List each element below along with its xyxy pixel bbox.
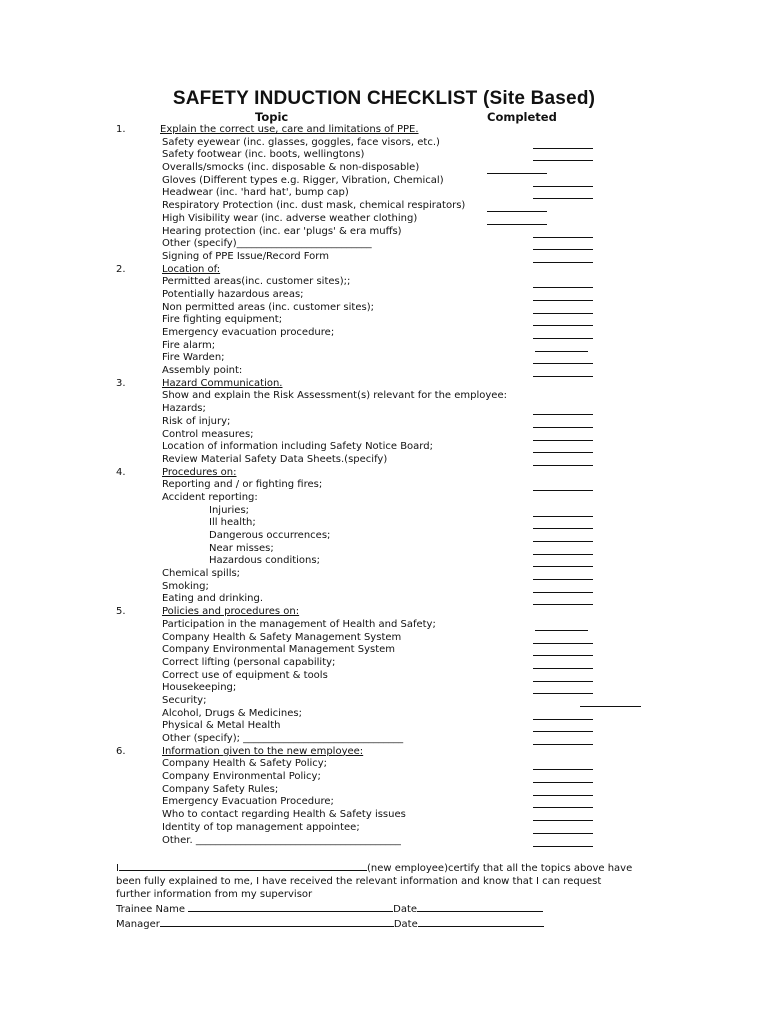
- checklist-row: [0, 720, 768, 733]
- trainee-name-line[interactable]: [188, 901, 393, 912]
- column-header-topic: Topic: [255, 110, 289, 124]
- checklist-item-label: Who to contact regarding Health & Safety issues: [162, 809, 406, 821]
- checklist-row: [0, 606, 768, 619]
- checklist-row: [0, 822, 768, 835]
- checklist-row: [0, 264, 768, 277]
- checklist-row: [0, 568, 768, 581]
- checklist-item-label: Identity of top management appointee;: [162, 821, 360, 833]
- checklist-item-label: Correct lifting (personal capability;: [162, 656, 336, 668]
- checklist-item-label: Control measures;: [162, 428, 254, 440]
- section-number: 6.: [116, 745, 126, 757]
- section-heading: Procedures on:: [162, 466, 237, 478]
- checklist-row: [0, 505, 768, 518]
- checklist-item-label: Near misses;: [209, 542, 274, 554]
- checklist-item-label: Review Material Safety Data Sheets.(specify): [162, 453, 388, 465]
- checklist-row: [0, 289, 768, 302]
- checklist-row: [0, 124, 768, 137]
- checklist-item-label: Emergency evacuation procedure;: [162, 327, 335, 338]
- section-number: 5.: [116, 606, 126, 618]
- checklist-item-label: Overalls/smocks (inc. disposable & non-disposable): [162, 162, 420, 174]
- checklist-row: [0, 327, 768, 340]
- checklist-item-label: Security;: [162, 694, 207, 706]
- checklist-item-label: Risk of injury;: [162, 415, 231, 427]
- trainee-date-label: Date: [393, 904, 418, 915]
- checklist-item-label: Safety eyewear (inc. glasses, goggles, face visors, etc.): [162, 136, 440, 148]
- checklist-row: [0, 835, 768, 848]
- cert-suffix: (new employee)certify that all the topics above have: [366, 863, 633, 874]
- checklist-row: [0, 492, 768, 505]
- checklist-row: [0, 175, 768, 188]
- checklist-row: [0, 441, 768, 454]
- checklist-row: [0, 682, 768, 695]
- checklist-row: [0, 670, 768, 683]
- manager-label: Manager: [116, 919, 160, 930]
- checklist-row: [0, 746, 768, 759]
- checklist-row: [0, 365, 768, 378]
- checklist-row: [0, 467, 768, 480]
- checklist-row: [0, 454, 768, 467]
- checklist-item-label: Non permitted areas (inc. customer sites);: [162, 301, 374, 313]
- cert-line-2: been fully explained to me, I have received the relevant information and know that I can request: [116, 876, 602, 887]
- checklist-item-label: Fire alarm;: [162, 339, 216, 351]
- checklist-row: [0, 593, 768, 606]
- cert-prefix: I: [116, 863, 119, 874]
- checklist-row: [0, 340, 768, 353]
- certification-block: [116, 860, 656, 931]
- checklist-item-label: Physical & Metal Health: [162, 720, 281, 732]
- completed-signoff-line[interactable]: [533, 846, 593, 847]
- checklist-row: [0, 517, 768, 530]
- checklist-row: [0, 619, 768, 632]
- checklist-row: [0, 378, 768, 391]
- checklist: [0, 124, 768, 847]
- manager-date-label: Date: [393, 919, 418, 930]
- checklist-row: [0, 226, 768, 239]
- trainee-name-label: Trainee Name: [116, 904, 189, 915]
- checklist-row: [0, 758, 768, 771]
- checklist-item-label: Gloves (Different types e.g. Rigger, Vibration, Chemical): [162, 174, 444, 186]
- checklist-item-label: Chemical spills;: [162, 568, 241, 580]
- section-heading: Hazard Communication.: [162, 377, 283, 389]
- column-header-completed: Completed: [487, 110, 557, 124]
- checklist-item-label: Injuries;: [209, 504, 250, 516]
- checklist-row: [0, 238, 768, 251]
- checklist-item-label: Fire Warden;: [162, 352, 225, 364]
- checklist-row: [0, 644, 768, 657]
- checklist-item-label: High Visibility wear (inc. adverse weather clothing): [162, 212, 418, 224]
- checklist-row: [0, 213, 768, 226]
- section-number: 1.: [116, 124, 126, 135]
- section-number: 3.: [116, 377, 126, 389]
- checklist-item-label: Location of information including Safety Notice Board;: [162, 441, 433, 453]
- checklist-item-label: Emergency Evacuation Procedure;: [162, 796, 334, 808]
- checklist-item-label: Permitted areas(inc. customer sites);;: [162, 276, 351, 288]
- checklist-row: [0, 632, 768, 645]
- checklist-item-label: Housekeeping;: [162, 682, 237, 694]
- checklist-item-label: Smoking;: [162, 580, 209, 592]
- checklist-item-label: Alcohol, Drugs & Medicines;: [162, 707, 302, 719]
- checklist-item-label: Headwear (inc. 'hard hat', bump cap): [162, 187, 349, 199]
- checklist-row: [0, 784, 768, 797]
- checklist-row: [0, 314, 768, 327]
- checklist-item-label: Ill health;: [209, 517, 256, 529]
- checklist-item-label: Company Environmental Management System: [162, 644, 396, 656]
- checklist-item-label: Other. _________________________________________: [162, 834, 401, 846]
- checklist-item-label: Other (specify)___________________________: [162, 238, 372, 250]
- checklist-row: [0, 555, 768, 568]
- checklist-item-label: Respiratory Protection (inc. dust mask, chemical respirators): [162, 200, 466, 212]
- checklist-row: [0, 162, 768, 175]
- checklist-row: [0, 276, 768, 289]
- checklist-row: [0, 187, 768, 200]
- checklist-item-label: Other (specify); ________________________________: [162, 733, 404, 744]
- checklist-row: [0, 200, 768, 213]
- section-heading: Information given to the new employee:: [162, 745, 364, 757]
- checklist-item-label: Dangerous occurrences;: [209, 530, 331, 541]
- checklist-item-label: Fire fighting equipment;: [162, 314, 283, 326]
- checklist-row: [0, 543, 768, 556]
- checklist-item-label: Hazardous conditions;: [209, 555, 320, 567]
- checklist-item-label: Reporting and / or fighting fires;: [162, 479, 323, 491]
- checklist-item-label: Company Environmental Policy;: [162, 771, 321, 783]
- checklist-row: [0, 479, 768, 492]
- checklist-row: [0, 796, 768, 809]
- checklist-row: [0, 708, 768, 721]
- checklist-item-label: Safety footwear (inc. boots, wellingtons): [162, 149, 365, 161]
- checklist-row: [0, 251, 768, 264]
- checklist-row: [0, 149, 768, 162]
- section-heading: Location of:: [162, 263, 221, 275]
- checklist-item-label: Hearing protection (inc. ear 'plugs' & era muffs): [162, 225, 402, 237]
- checklist-row: [0, 416, 768, 429]
- trainee-date-line[interactable]: [417, 901, 543, 912]
- checklist-item-label: Show and explain the Risk Assessment(s) relevant for the employee:: [162, 390, 507, 402]
- checklist-row: [0, 771, 768, 784]
- checklist-row: [0, 581, 768, 594]
- checklist-item-label: Eating and drinking.: [162, 593, 264, 605]
- checklist-item-label: Company Health & Safety Policy;: [162, 758, 328, 770]
- section-number: 2.: [116, 263, 126, 275]
- checklist-row: [0, 352, 768, 365]
- checklist-row: [0, 809, 768, 822]
- checklist-row: [0, 403, 768, 416]
- checklist-item-label: Company Health & Safety Management System: [162, 631, 402, 643]
- manager-date-line[interactable]: [418, 916, 544, 927]
- checklist-row: [0, 657, 768, 670]
- checklist-row: [0, 137, 768, 150]
- checklist-row: [0, 429, 768, 442]
- checklist-item-label: Correct use of equipment & tools: [162, 669, 328, 681]
- checklist-item-label: Assembly point:: [162, 365, 243, 377]
- checklist-row: [0, 530, 768, 543]
- checklist-row: [0, 390, 768, 403]
- checklist-item-label: Hazards;: [162, 403, 206, 415]
- employee-name-line[interactable]: [119, 860, 367, 871]
- checklist-item-label: Signing of PPE Issue/Record Form: [162, 250, 329, 262]
- checklist-row: [0, 302, 768, 315]
- checklist-item-label: Company Safety Rules;: [162, 783, 279, 795]
- checklist-item-label: Participation in the management of Health and Safety;: [162, 618, 436, 630]
- section-heading: Explain the correct use, care and limitations of PPE.: [160, 124, 419, 135]
- cert-line-3: further information from my supervisor: [116, 889, 313, 900]
- section-heading: Policies and procedures on:: [162, 606, 300, 618]
- page-title: SAFETY INDUCTION CHECKLIST (Site Based): [172, 88, 596, 109]
- manager-signature-line[interactable]: [160, 916, 394, 927]
- section-number: 4.: [116, 466, 126, 478]
- checklist-row: [0, 733, 768, 746]
- checklist-row: [0, 695, 768, 708]
- checklist-item-label: Accident reporting:: [162, 491, 258, 503]
- checklist-item-label: Potentially hazardous areas;: [162, 288, 304, 300]
